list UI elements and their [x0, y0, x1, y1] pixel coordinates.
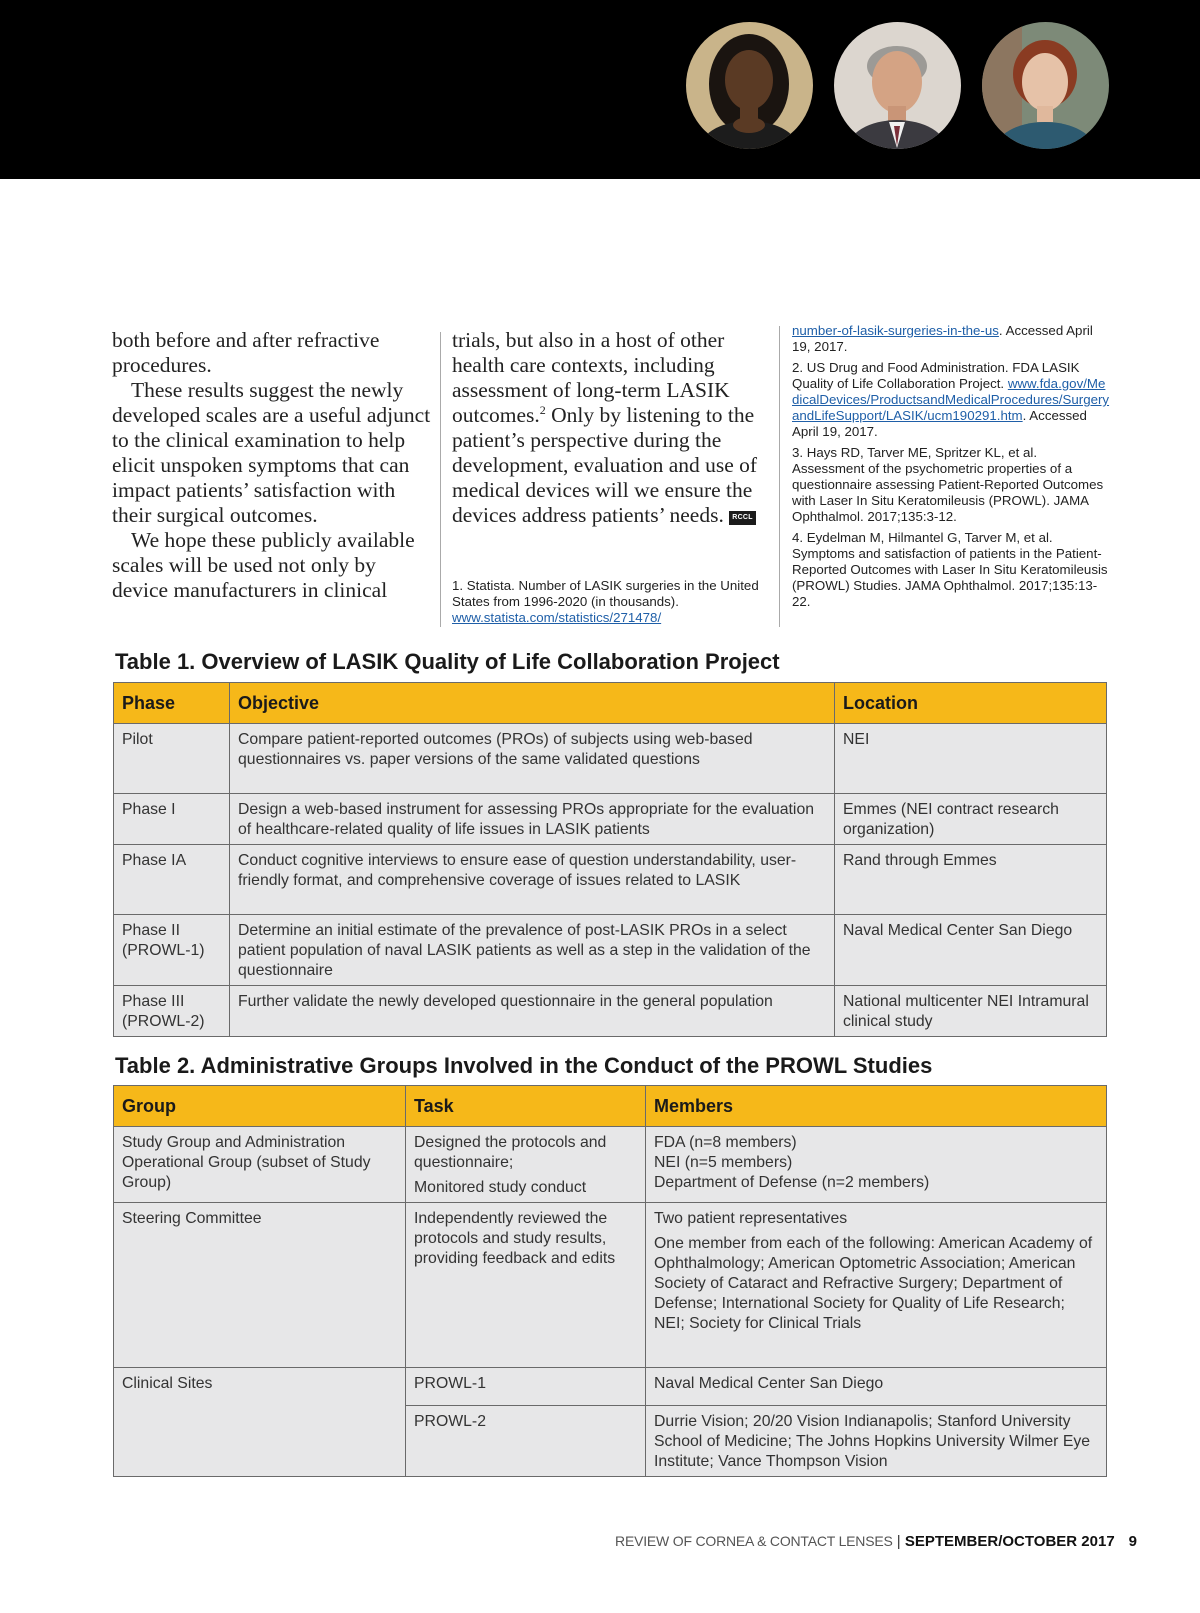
table-row — [114, 794, 1107, 845]
column-header-location: Location — [835, 683, 1107, 724]
table-row — [114, 1368, 1107, 1406]
column-header-objective: Objective — [230, 683, 835, 724]
author-photo-1 — [686, 22, 813, 149]
reference-3: 3. Hays RD, Tarver ME, Spritzer KL, et al. Assessment of the psychometric properties of a questionnaire assessing Patient-Reported Outcomes with Laser In Situ Keratomileusis (PROWL). JAMA Ophthalmol. 2017;135:3-12. — [792, 445, 1104, 524]
table-row — [114, 986, 1107, 1037]
table-1-title: Table 1. Overview of LASIK Quality of Life Collaboration Project — [115, 649, 780, 674]
column-divider — [779, 326, 780, 627]
cell-phase: Pilot — [114, 724, 230, 794]
page-footer — [615, 1533, 1137, 1550]
table-2-title: Table 2. Administrative Groups Involved in the Conduct of the PROWL Studies — [115, 1053, 933, 1078]
author-photo-3 — [982, 22, 1109, 149]
table-header-row — [114, 1086, 1107, 1127]
member-line: NEI (n=5 members) — [654, 1154, 793, 1171]
issue-date: SEPTEMBER/OCTOBER 2017 — [904, 1533, 1115, 1550]
cell-members — [646, 1127, 1107, 1203]
cell-task: PROWL-1 — [406, 1368, 646, 1406]
table-row — [114, 1127, 1107, 1203]
cell-members — [646, 1203, 1107, 1368]
table-2 — [113, 1085, 1107, 1477]
task-line: Monitored study conduct — [414, 1179, 587, 1196]
cell-objective: Conduct cognitive interviews to ensure ease of question understandability, user-friendly format, and comprehensive coverage of issues related to LASIK — [230, 845, 835, 915]
header-band — [0, 0, 1200, 179]
body-column-1 — [112, 328, 432, 603]
column-header-group: Group — [114, 1086, 406, 1127]
cell-members: Naval Medical Center San Diego — [646, 1368, 1107, 1406]
table-header-row — [114, 683, 1107, 724]
body-text: trials, but also in a host of other health care contexts, including assessment of long-term LASIK outcomes. — [452, 328, 730, 427]
column-header-task: Task — [406, 1086, 646, 1127]
page-number: 9 — [1128, 1533, 1137, 1550]
cell-members: Durrie Vision; 20/20 Vision Indianapolis; Stanford University School of Medicine; The Johns Hopkins University Wilmer Eye Institute; Vance Thompson Vision — [646, 1406, 1107, 1477]
member-line: FDA (n=8 members) — [654, 1134, 797, 1151]
reference-text: . Accessed April 19, 2017. — [792, 408, 1087, 439]
member-line: Department of Defense (n=2 members) — [654, 1174, 930, 1191]
body-column-2 — [452, 328, 770, 528]
references-column — [792, 323, 1112, 615]
cell-task: PROWL-2 — [406, 1406, 646, 1477]
cell-phase: Phase I — [114, 794, 230, 845]
footnote-ref-1 — [452, 578, 772, 626]
cell-location: Naval Medical Center San Diego — [835, 915, 1107, 986]
table-row — [114, 1203, 1107, 1368]
body-paragraph: We hope these publicly available scales will be used not only by device manufacturers in clinical — [112, 528, 415, 602]
reference-link[interactable]: number-of-lasik-surgeries-in-the-us — [792, 323, 999, 338]
table-row — [114, 845, 1107, 915]
cell-objective: Further validate the newly developed questionnaire in the general population — [230, 986, 835, 1037]
cell-phase: Phase II (PROWL-1) — [114, 915, 230, 986]
rccl-end-mark-icon: RCCL — [729, 511, 756, 525]
reference-text: 1. Statista. Number of LASIK surgeries in the United States from 1996-2020 (in thousands). — [452, 578, 759, 609]
table-row — [114, 915, 1107, 986]
column-header-phase: Phase — [114, 683, 230, 724]
cell-location: National multicenter NEI Intramural clinical study — [835, 986, 1107, 1037]
column-header-members: Members — [646, 1086, 1107, 1127]
table-row — [114, 724, 1107, 794]
cell-location: Rand through Emmes — [835, 845, 1107, 915]
body-paragraph: These results suggest the newly developed scales are a useful adjunct to the clinical examination to help elicit unspoken symptoms that can impact patients’ satisfaction with their surgical outcomes. — [112, 378, 431, 527]
member-line: One member from each of the following: American Academy of Ophthalmology; American Optometric Association; American Society of Cataract and Refractive Surgery; Department of Defense; International Society for Quality of Life Research; NEI; Society for Clinical Trials — [654, 1235, 1093, 1332]
publication-name: REVIEW OF CORNEA & CONTACT LENSES — [615, 1533, 893, 1549]
reference-link[interactable]: www.fda.gov/MedicalDevices/ProductsandMedicalProcedures/SurgeryandLifeSupport/LASIK/ucm190291.htm — [792, 376, 1110, 423]
cell-objective: Design a web-based instrument for assessing PROs appropriate for the evaluation of healthcare-related quality of life issues in LASIK patients — [230, 794, 835, 845]
reference-text: 2. US Drug and Food Administration. FDA LASIK Quality of Life Collaboration Project. — [792, 360, 1080, 391]
cell-phase: Phase IA — [114, 845, 230, 915]
author-photo-2 — [834, 22, 961, 149]
cell-location: NEI — [835, 724, 1107, 794]
cell-objective: Determine an initial estimate of the prevalence of post-LASIK PROs in a select patient population of naval LASIK patients as well as a step in the validation of the questionnaire — [230, 915, 835, 986]
footer-separator: | — [892, 1533, 905, 1550]
cell-group: Study Group and Administration Operational Group (subset of Study Group) — [114, 1127, 406, 1203]
cell-group: Clinical Sites — [114, 1368, 406, 1477]
cell-location: Emmes (NEI contract research organization) — [835, 794, 1107, 845]
reference-text: . Accessed April 19, 2017. — [792, 323, 1093, 354]
reference-link[interactable]: www.statista.com/statistics/271478/ — [452, 610, 662, 625]
column-divider — [440, 332, 441, 627]
body-paragraph: both before and after refractive procedures. — [112, 328, 380, 377]
member-line: Two patient representatives — [654, 1210, 848, 1227]
cell-group: Steering Committee — [114, 1203, 406, 1368]
body-text: Only by listening to the patient’s perspective during the development, evaluation and use of medical devices will we ensure the devices address patients’ needs. — [452, 403, 758, 527]
table-1 — [113, 682, 1107, 1037]
cell-task: Independently reviewed the protocols and study results, providing feedback and edits — [406, 1203, 646, 1368]
cell-phase: Phase III (PROWL-2) — [114, 986, 230, 1037]
cell-task — [406, 1127, 646, 1203]
citation-superscript: 2 — [539, 402, 546, 417]
reference-4: 4. Eydelman M, Hilmantel G, Tarver M, et al. Symptoms and satisfaction of patients in the Patient-Reported Outcomes with Laser In Situ Keratomileusis (PROWL) Studies. JAMA Ophthalmol. 2017;135:13-22. — [792, 530, 1108, 609]
body-paragraph — [452, 328, 770, 528]
task-line: Designed the protocols and questionnaire; — [414, 1134, 607, 1171]
cell-objective: Compare patient-reported outcomes (PROs) of subjects using web-based questionnaires vs. paper versions of the same validated questions — [230, 724, 835, 794]
